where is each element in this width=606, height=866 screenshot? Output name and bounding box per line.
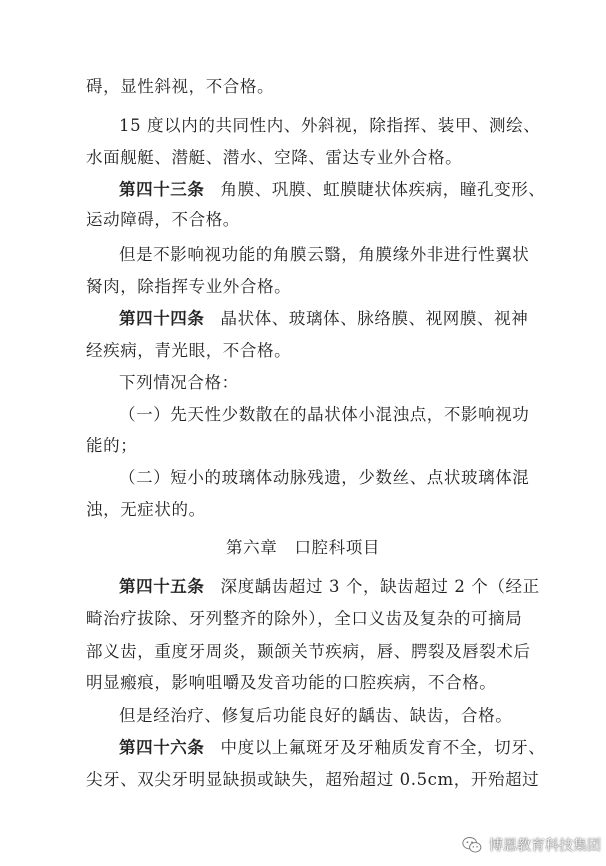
text-line: 碍，显性斜视，不合格。 xyxy=(86,77,275,96)
article-label: 第四十四条 xyxy=(119,309,205,328)
article-label: 第四十六条 xyxy=(119,738,205,757)
watermark-text: 博恩教育科技集团 xyxy=(489,838,601,854)
watermark xyxy=(461,834,601,856)
text-line: （一）先天性少数散在的晶状体小混浊点，不影响视功 xyxy=(119,405,530,424)
article-text: 深度龋齿超过 3 个，缺齿超过 2 个（经正 xyxy=(220,577,540,596)
text-line: 运动障碍，不合格。 xyxy=(86,210,240,229)
text-line: 尖牙、双尖牙明显缺损或缺失，超殆超过 0.5cm，开殆超过 xyxy=(86,770,540,789)
text-line: 明显瘢痕，影响咀嚼及发音功能的口腔疾病，不合格。 xyxy=(86,673,497,692)
text-line: 胬肉，除指挥专业外合格。 xyxy=(86,277,292,296)
article-45 xyxy=(119,577,559,597)
article-46 xyxy=(119,738,559,758)
text-line: 水面舰艇、潜艇、潜水、空降、雷达专业外合格。 xyxy=(86,148,463,167)
text-line: 浊，无症状的。 xyxy=(86,500,206,519)
article-label: 第四十三条 xyxy=(119,180,205,199)
article-44 xyxy=(119,309,559,329)
text-line: 经疾病，青光眼，不合格。 xyxy=(86,341,292,360)
wechat-icon xyxy=(461,834,483,856)
article-43 xyxy=(119,180,559,200)
text-line: 15 度以内的共同性内、外斜视，除指挥、装甲、测绘、 xyxy=(119,116,541,135)
article-text: 中度以上氟斑牙及牙釉质发育不全，切牙、 xyxy=(220,738,546,757)
text-line: 但是经治疗、修复后功能良好的龋齿、缺齿，合格。 xyxy=(119,706,513,725)
article-label: 第四十五条 xyxy=(119,577,205,596)
text-line: （二）短小的玻璃体动脉残遗，少数丝、点状玻璃体混 xyxy=(119,468,530,487)
article-text: 晶状体、玻璃体、脉络膜、视网膜、视神 xyxy=(220,309,529,328)
text-line: 畸治疗拔除、牙列整齐的除外），全口义齿及复杂的可摘局 xyxy=(86,609,523,628)
article-text: 角膜、巩膜、虹膜睫状体疾病，瞳孔变形、 xyxy=(220,180,546,199)
text-line: 下列情况合格： xyxy=(119,373,239,392)
text-line: 但是不影响视功能的角膜云翳，角膜缘外非进行性翼状 xyxy=(119,245,530,264)
text-line: 部义齿，重度牙周炎，颞颌关节疾病，唇、腭裂及唇裂术后 xyxy=(86,642,531,661)
chapter-heading: 第六章 口腔科项目 xyxy=(226,538,380,557)
text-line: 能的； xyxy=(86,436,138,455)
